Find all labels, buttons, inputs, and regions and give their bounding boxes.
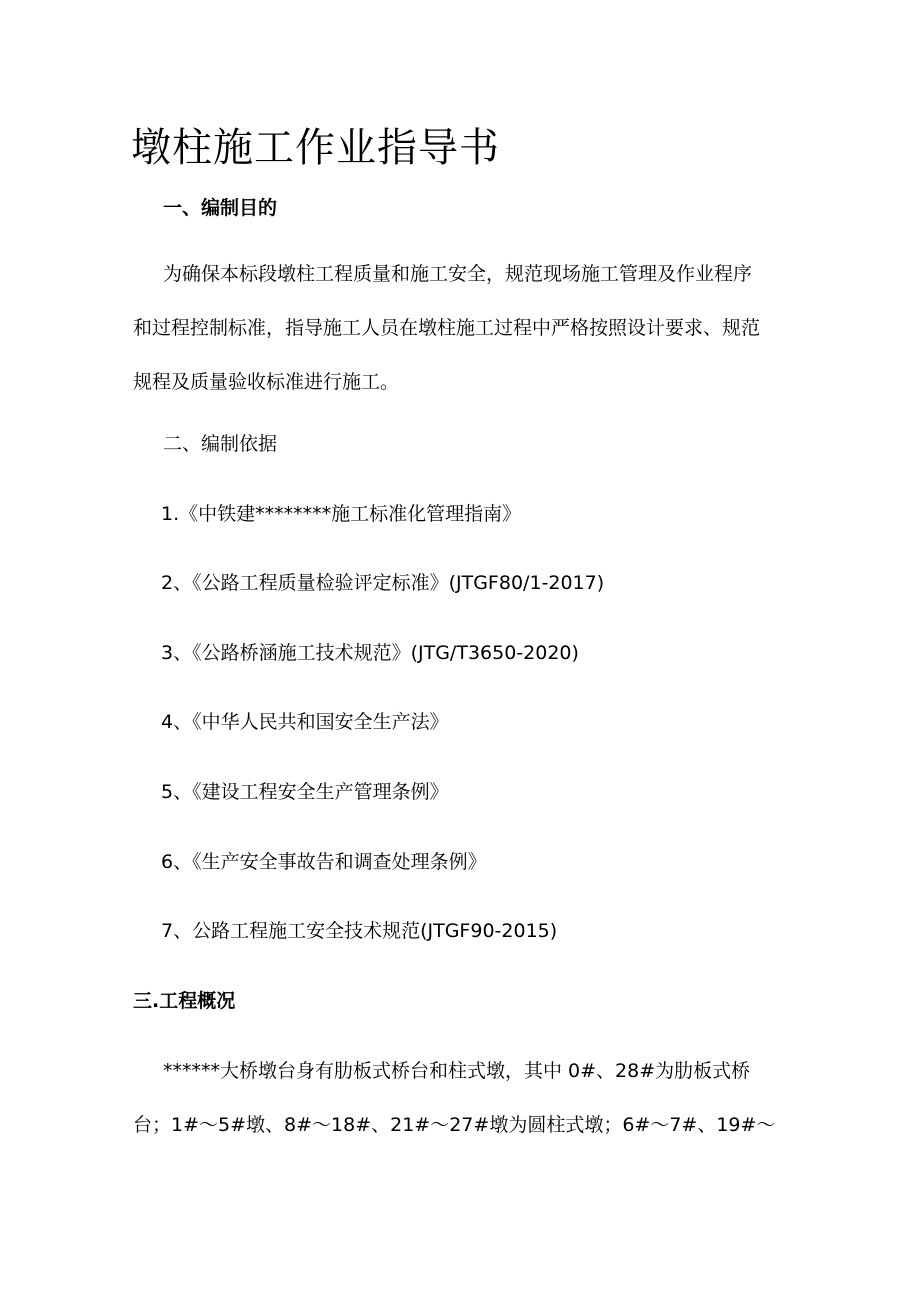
purpose-line: 规程及质量验收标准进行施工。 — [133, 371, 400, 393]
reference-item: 7、公路工程施工安全技术规范(JTGF90-2015) — [161, 920, 558, 942]
overview-line: 台；1#～5#墩、8#～18#、21#～27#墩为圆柱式墩；6#～7#、19#～ — [133, 1114, 776, 1136]
reference-item: 4、《中华人民共和国安全生产法》 — [161, 711, 449, 733]
reference-item: 3、《公路桥涵施工技术规范》(JTG/T3650-2020) — [161, 642, 579, 664]
purpose-line: 为确保本标段墩柱工程质量和施工安全，规范现场施工管理及作业程序 — [163, 263, 753, 285]
section-heading-basis: 二、编制依据 — [163, 433, 278, 455]
reference-item: 1.《中铁建********施工标准化管理指南》 — [161, 503, 522, 525]
document-title: 墩柱施工作业指导书 — [131, 125, 500, 171]
section-heading-purpose: 一、编制目的 — [163, 197, 278, 219]
reference-item: 2、《公路工程质量检验评定标准》(JTGF80/1-2017) — [161, 572, 605, 594]
reference-item: 5、《建设工程安全生产管理条例》 — [161, 781, 449, 803]
reference-item: 6、《生产安全事故告和调查处理条例》 — [161, 851, 487, 873]
purpose-line: 和过程控制标准，指导施工人员在墩柱施工过程中严格按照设计要求、规范 — [133, 317, 761, 339]
purpose-paragraph — [133, 247, 803, 409]
section-heading-overview: 三.工程概况 — [133, 990, 236, 1012]
overview-line: ******大桥墩台身有肋板式桥台和柱式墩，其中 0#、28#为肋板式桥 — [163, 1060, 751, 1082]
overview-paragraph — [133, 1044, 803, 1152]
